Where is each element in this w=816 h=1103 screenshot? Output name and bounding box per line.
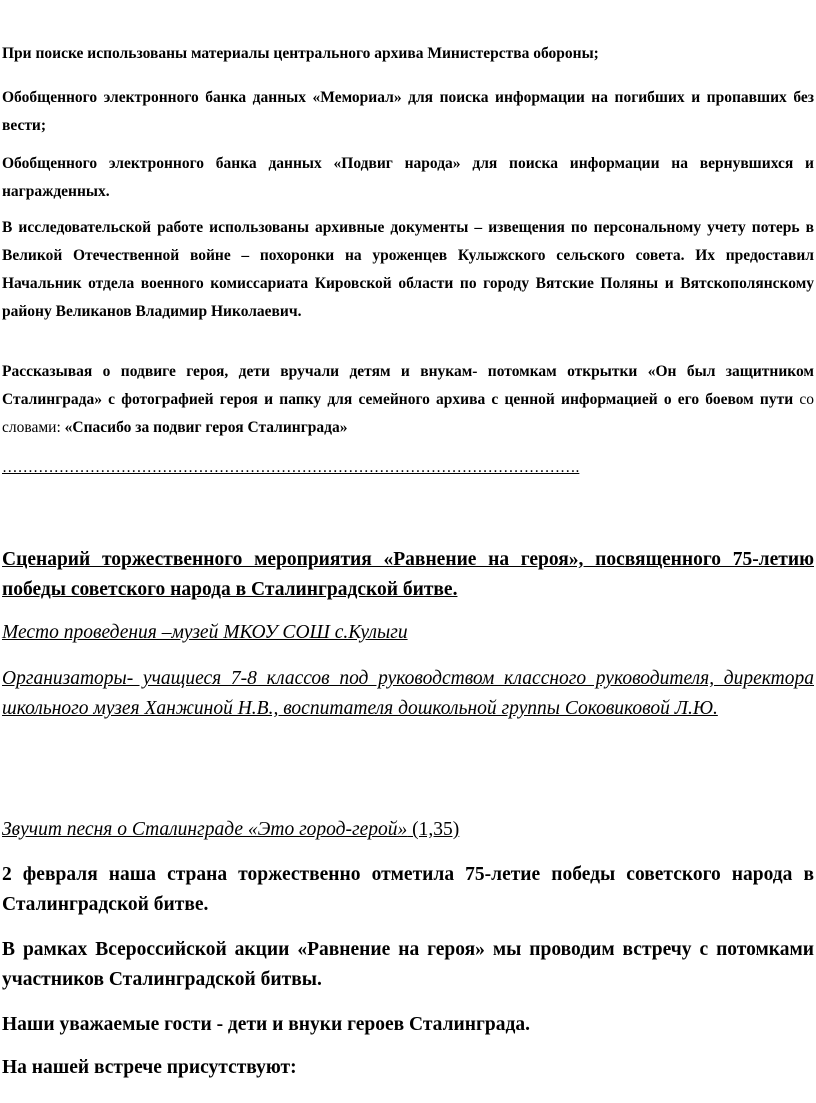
postcards-with-words: со словами: [2, 391, 814, 436]
venue-line: Место проведения –музей МКОУ СОШ с.Кулыги [2, 622, 408, 643]
paragraph-guests: Наши уважаемые гости - дети и внуки героев Сталинграда. [2, 1014, 530, 1035]
paragraph-podvig-bank: Обобщенного электронного банка данных «Подвиг народа» для поиска информации на вернувшихся и награжденных. [2, 155, 814, 200]
song-line [2, 815, 814, 845]
paragraph-present: На нашей встрече присутствуют: [2, 1057, 297, 1078]
paragraph-postcards [2, 358, 814, 442]
paragraph-action: В рамках Всероссийской акции «Равнение на героя» мы проводим встречу с потомками участников Сталинградской битвы. [2, 939, 814, 990]
paragraph-memorial-bank: Обобщенного электронного банка данных «Мемориал» для поиска информации на погибших и пропавших без вести; [2, 89, 814, 134]
song-title: Звучит песня о Сталинграде «Это город-герой» [2, 819, 408, 840]
paragraph-anniversary: 2 февраля наша страна торжественно отметила 75-летие победы советского народа в Сталинградской битве. [2, 864, 814, 915]
postcards-quote: «Спасибо за подвиг героя Сталинграда» [64, 419, 348, 436]
organizers-paragraph: Организаторы- учащиеся 7-8 классов под руководством классного руководителя, директора школьного музея Ханжиной Н.В., воспитателя дошкольной группы Соковиковой Л.Ю. [2, 668, 814, 719]
postcards-text: Рассказывая о подвиге героя, дети вручали детям и внукам- потомкам открытки «Он был защитником Сталинграда» с фотографией героя и папку для семейного архива с ценной информацией о его боевом пути [2, 363, 814, 408]
scenario-title: Сценарий торжественного мероприятия «Равнение на героя», посвященного 75-летию победы советского народа в Сталинградской битве. [2, 549, 814, 600]
paragraph-archive-sources: При поиске использованы материалы центрального архива Министерства обороны; [2, 45, 599, 62]
dotted-separator: …………………………………………………………………………………………………. [2, 459, 580, 476]
paragraph-research-documents: В исследовательской работе использованы архивные документы – извещения по персональному учету потерь в Великой Отечественной войне – похоронки на уроженцев Кулыжского сельского совета. Их предоставил Начальник отдела военного комиссариата Кировской области по городу Вятские Поляны и Вятскополянскому району Великанов Владимир Николаевич. [2, 219, 814, 320]
song-duration: (1,35) [407, 819, 460, 840]
